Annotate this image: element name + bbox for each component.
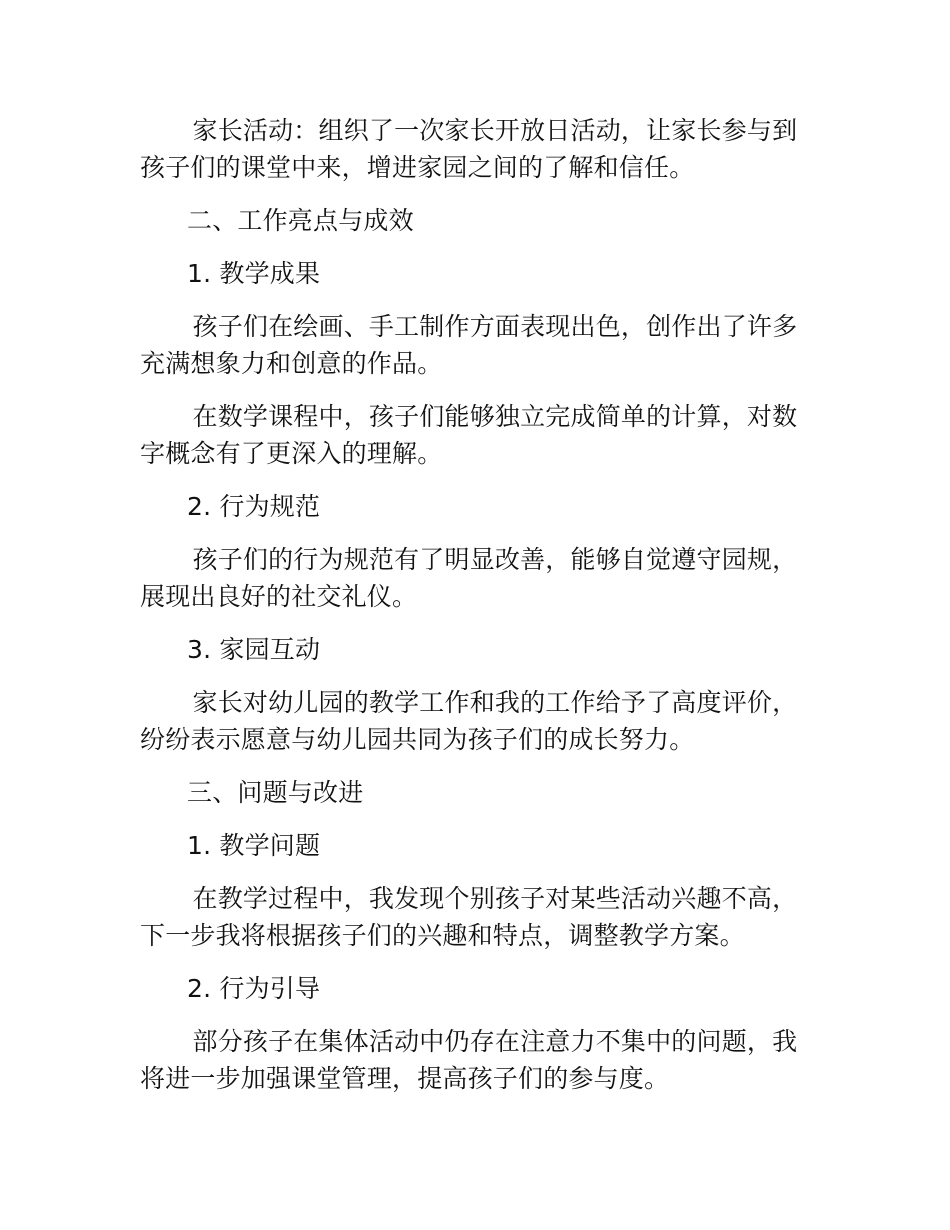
paragraph-parent-feedback: 家长对幼儿园的教学工作和我的工作给予了高度评价，纷纷表示愿意与幼儿园共同为孩子们的成长努力。 — [140, 688, 798, 754]
subheading-teaching-results: 1. 教学成果 — [187, 259, 321, 288]
document-body — [140, 112, 800, 1113]
section-heading-problems: 三、问题与改进 — [187, 778, 364, 807]
paragraph-parent-activity: 家长活动：组织了一次家长开放日活动，让家长参与到孩子们的课堂中来，增进家园之间的了解和信任。 — [140, 116, 798, 182]
subheading-behavior-guidance: 2. 行为引导 — [187, 974, 321, 1003]
paragraph-attention-problem: 部分孩子在集体活动中仍存在注意力不集中的问题，我将进一步加强课堂管理，提高孩子们的参与度。 — [140, 1027, 798, 1093]
paragraph-math-results: 在数学课程中，孩子们能够独立完成简单的计算，对数字概念有了更深入的理解。 — [140, 402, 798, 468]
section-heading-highlights: 二、工作亮点与成效 — [187, 206, 414, 235]
subheading-behavior-norms: 2. 行为规范 — [187, 492, 321, 521]
paragraph-teaching-problem: 在教学过程中，我发现个别孩子对某些活动兴趣不高，下一步我将根据孩子们的兴趣和特点，调整教学方案。 — [140, 884, 798, 950]
paragraph-art-results: 孩子们在绘画、手工制作方面表现出色，创作出了许多充满想象力和创意的作品。 — [140, 312, 798, 378]
paragraph-behavior-improvement: 孩子们的行为规范有了明显改善，能够自觉遵守园规，展现出良好的社交礼仪。 — [140, 545, 798, 611]
subheading-teaching-problems: 1. 教学问题 — [187, 831, 321, 860]
subheading-home-school-interaction: 3. 家园互动 — [187, 635, 321, 664]
